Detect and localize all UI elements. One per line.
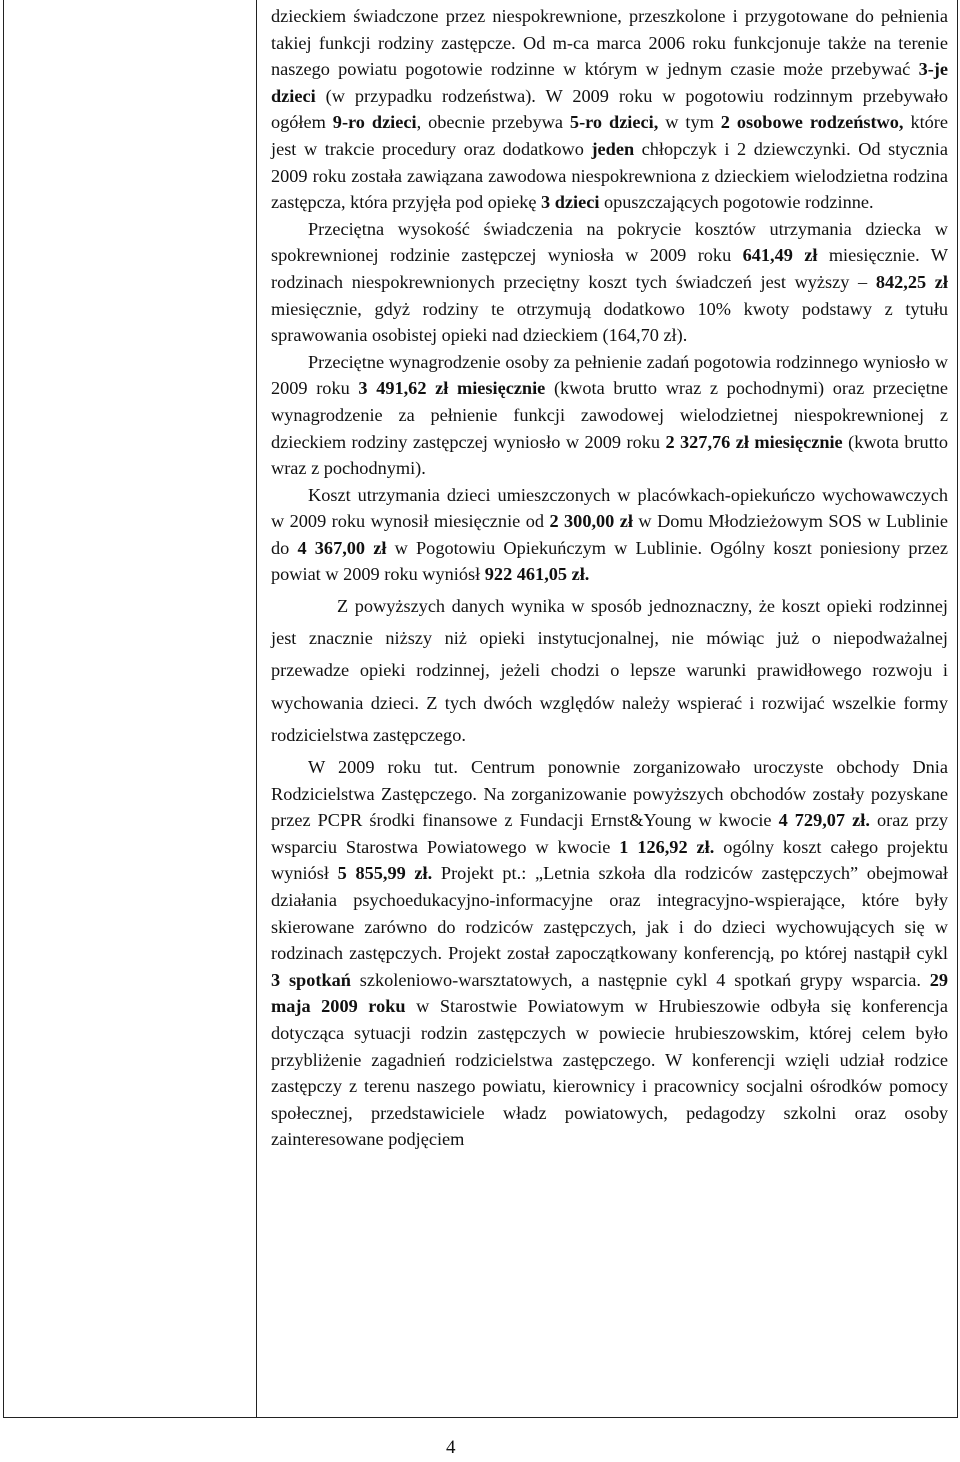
text-run: Przeciętna wysokość świadczenia na pokrycie kosztów utrzymania dziecka w spokrewnionej rodzinie zastępczej wyniosła w 2009 roku — [271, 218, 948, 266]
paragraph-foster-emergency — [271, 3, 948, 216]
bold-text-run: 9-ro dzieci — [332, 112, 417, 133]
paragraph-institution-costs — [271, 482, 948, 588]
bold-text-run: jeden — [591, 138, 635, 159]
bold-text-run: 1 126,92 zł. — [619, 836, 715, 857]
text-run: miesięcznie, gdyż rodziny te otrzymują dodatkowo 10% kwoty podstawy z tytułu sprawowania osobistej opieki nad dzieckiem (164,70 zł). — [271, 298, 948, 346]
bold-text-run: 2 327,76 zł miesięcznie — [665, 431, 843, 452]
text-run: (kwota brutto wraz z pochodnymi) oraz przeciętne wynagrodzenie za pełnienie funkcji zawodowej wielodzietnej niespokrewnionej z dzieckiem rodziny zastępczej wyniosło w 2009 roku — [271, 378, 948, 452]
text-run: W 2009 roku tut. Centrum ponownie zorganizowało uroczyste obchody Dnia Rodzicielstwa Zastępczego. Na zorganizowanie powyższych obchodów zostały pozyskane przez PCPR środki finansowe z Fundacji Ernst&Young w kwocie — [271, 757, 948, 831]
text-run: w tym — [658, 112, 721, 133]
text-run: Projekt pt.: „Letnia szkoła dla rodziców zastępczych” obejmował działania psychoedukacyjno-informacyjne oraz integracyjno-wspierające, które były skierowane zarówno do rodziców zastępczych, jak i do dzieci wychowujących się w rodzinach zastępczych. Projekt został zapoczątkowany konferencją, po której nastąpił cykl — [271, 863, 949, 964]
paragraph-benefit-amounts — [271, 216, 948, 349]
text-run: w Pogotowiu Opiekuńczym w Lublinie. Ogólny koszt poniesiony przez powiat w 2009 roku wyniósł — [271, 537, 949, 585]
bold-text-run: 3-je dzieci — [271, 59, 948, 106]
bold-text-run: 842,25 zł — [875, 271, 948, 292]
document-body — [271, 3, 948, 1153]
paragraph-foster-day — [271, 754, 948, 1153]
text-run: oraz przy wsparciu Starostwa Powiatowego w kwocie — [271, 810, 948, 857]
bold-text-run: 641,49 zł — [742, 245, 818, 266]
text-run: chłopczyk i 2 dziewczynki. Od stycznia 2009 roku została zawiązana zawodowa niespokrewniona z dzieckiem wielodzietna rodzina zastępcza, która przyjęła pod opiekę — [271, 138, 948, 213]
text-run: opuszczających pogotowie rodzinne. — [599, 192, 874, 213]
bold-text-run: 4 729,07 zł. — [778, 810, 870, 831]
bold-text-run: 3 491,62 zł miesięcznie — [358, 378, 546, 399]
bold-text-run: 5-ro dzieci, — [569, 112, 659, 133]
bold-text-run: 5 855,99 zł. — [337, 863, 433, 884]
text-run: Z powyższych danych wynika w sposób jednoznaczny, że koszt opieki rodzinnej jest znacznie niższy niż opieki instytucjonalnej, nie mówiąc już o niepodważalnej przewadze opieki rodzinnej, jeżeli chodzi o lepsze warunki prawidłowego rozwoju i wychowania dzieci. Z tych dwóch względów należy wspierać i rozwijać wszelkie formy rodzicielstwa zastępczego. — [271, 596, 948, 745]
bold-text-run: 4 367,00 zł — [297, 537, 387, 558]
left-column-divider — [256, 0, 257, 1417]
text-run: Przeciętne wynagrodzenie osoby za pełnienie zadań pogotowia rodzinnego wyniosło w 2009 roku — [271, 351, 948, 399]
paragraph-conclusion — [271, 590, 948, 751]
paragraph-remuneration — [271, 349, 948, 482]
text-run: (kwota brutto wraz z pochodnymi). — [271, 431, 948, 479]
text-run: w Starostwie Powiatowym w Hrubieszowie odbyła się konferencja dotycząca sytuacji rodzin zastępczych w powiecie hrubieszowskim, której celem było przybliżenie zagadnień rodzicielstwa zastępczego. W konferencji wzięli udział rodzice zastępczy z terenu naszego powiatu, kierownicy i pracownicy socjalni ośrodków pomocy społecznej, przedstawiciele władz powiatowych, pedagodzy szkolni oraz osoby zainteresowane podjęciem — [271, 996, 948, 1150]
bold-text-run: 2 300,00 zł — [549, 511, 633, 532]
bold-text-run: 922 461,05 zł. — [484, 564, 590, 585]
bold-text-run: 3 dzieci — [541, 192, 600, 213]
text-run: w Domu Młodzieżowym SOS w Lublinie do — [271, 511, 948, 558]
bold-text-run: 29 maja 2009 roku — [271, 969, 948, 1017]
text-run: (w przypadku rodzeństwa). W 2009 roku w pogotowiu rodzinnym przebywało ogółem — [271, 85, 948, 133]
page-number: 4 — [446, 1437, 456, 1458]
text-run: szkoleniowo-warsztatowych, a następnie cykl 4 spotkań grypy wsparcia. — [350, 969, 930, 990]
text-run: dzieckiem świadczone przez niespokrewnione, przeszkolone i przygotowane do pełnienia takiej funkcji rodziny zastępcze. Od m-ca marca 2006 roku funkcjonuje także na terenie naszego powiatu pogotowie rodzinne w którym w jednym czasie może przebywać — [271, 6, 948, 80]
text-run: miesięcznie. W rodzinach niespokrewnionych przeciętny koszt tych świadczeń jest wyższy – — [271, 245, 948, 292]
text-run: , obecnie przebywa — [416, 112, 570, 133]
text-run: ogólny koszt całego projektu wyniósł — [271, 836, 948, 884]
text-run: które jest w trakcie procedury oraz dodatkowo — [271, 112, 949, 159]
bold-text-run: 2 osobowe rodzeństwo, — [720, 112, 904, 133]
bold-text-run: 3 spotkań — [271, 969, 351, 990]
text-run: Koszt utrzymania dzieci umieszczonych w placówkach-opiekuńczo wychowawczych w 2009 roku wynosił miesięcznie od — [271, 484, 948, 532]
